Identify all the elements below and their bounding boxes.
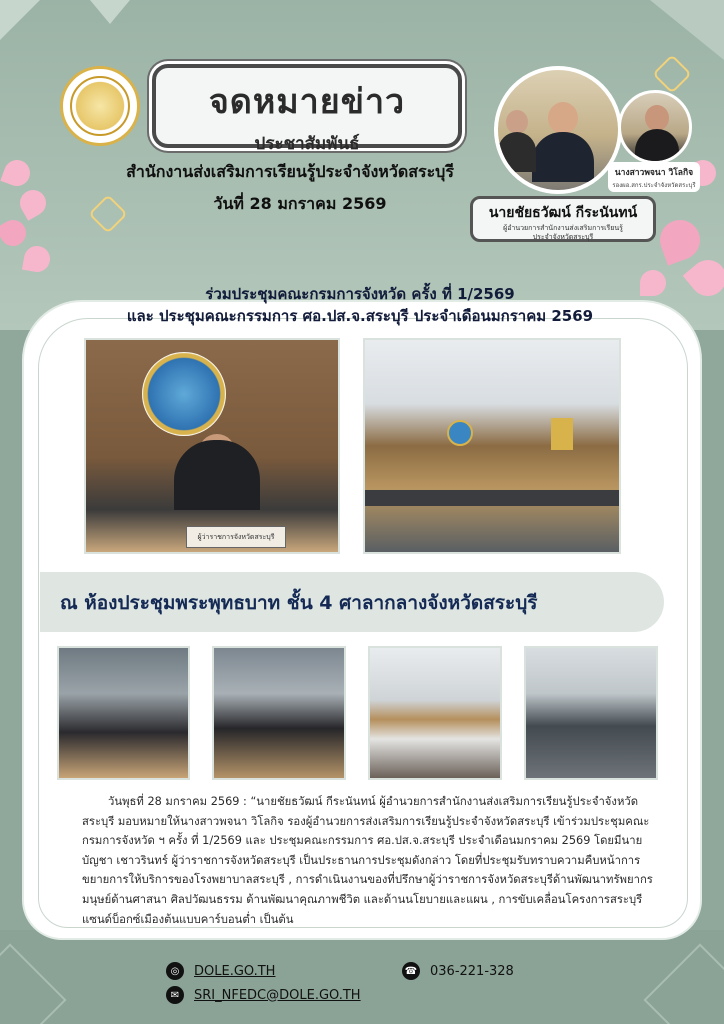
- deputy-name: นางสาวพจนา วิโลกิจ: [614, 168, 694, 178]
- globe-icon: ◎: [166, 962, 184, 980]
- agency-logo: [60, 66, 140, 146]
- governor-nameplate: ผู้ว่าราชการจังหวัดสระบุรี: [186, 526, 286, 548]
- email-link[interactable]: SRI_NFEDC@DOLE.GO.TH: [194, 987, 361, 1003]
- article-heading-line1: ร่วมประชุมคณะกรมการจังหวัด ครั้ง ที่ 1/2569: [205, 285, 515, 303]
- location-text: ณ ห้องประชุมพระพุทธบาท ชั้น 4 ศาลากลางจังหวัดสระบุรี: [60, 592, 538, 614]
- director-role-line1: ผู้อำนวยการสำนักงานส่งเสริมการเรียนรู้: [503, 224, 623, 232]
- email-contact[interactable]: [166, 986, 361, 1004]
- newsletter-title: จดหมายข่าว: [208, 82, 406, 122]
- corner-triangle-decoration: [650, 0, 724, 60]
- event-thumbnail: [524, 646, 658, 780]
- event-thumbnail: [212, 646, 346, 780]
- website-link[interactable]: DOLE.GO.TH: [194, 963, 276, 979]
- event-thumbnail: [57, 646, 190, 780]
- phone-contact[interactable]: [402, 962, 514, 980]
- deputy-photo: [618, 90, 692, 164]
- deputy-role: รองผอ.สกร.ประจำจังหวัดสระบุรี: [612, 182, 696, 189]
- governor-meeting-photo: [84, 338, 340, 554]
- meeting-room-photo: [363, 338, 621, 554]
- footer-background: [0, 930, 724, 1024]
- phone-number[interactable]: 036-221-328: [430, 963, 514, 979]
- article-body-text: วันพุธที่ 28 มกราคม 2569 : “นายชัยธวัฒน์ กีระนันทน์ ผู้อำนวยการสำนักงานส่งเสริมการเรียนรู้ประจำจังหวัดสระบุรี มอบหมายให้นางสาวพจนา วิโลกิจ รองผู้อำนวยการส่งเสริมการเรียนรู้ประจำจังหวัดสระบุรี เข้าร่วมประชุมคณะกรมการจังหวัด ฯ ครั้ง ที่ 1/2569 และ ประชุมคณะกรรมการ ศอ.ปส.จ.สระบุรี ประจำเดือนมกราคม 2569 โดยมีนายบัญชา เชาวรินทร์ ผู้ว่าราชการจังหวัดสระบุรี เป็นประธานการประชุมดังกล่าว โดยที่ประชุมรับทราบความคืบหน้าการขยายการให้บริการของโรงพยาบาลสระบุรี , การดำเนินงานของที่ปรึกษาผู้ว่าราชการจังหวัดสระบุรีด้านพัฒนาทรัพยากรมนุษย์ด้านศาสนา ศิลปวัฒนธรรม ด้านพัฒนาคุณภาพชีวิต และด้านนโยบายและแผน , การขับเคลื่อนโครงการสระบุรีแซนด์บ็อกซ์เมืองต้นแบบคาร์บอนต่ำ เป็นต้น: [82, 795, 653, 926]
- website-contact[interactable]: [166, 962, 275, 980]
- issue-date: วันที่ 28 มกราคม 2569: [213, 194, 387, 213]
- deputy-name-tag: [608, 162, 700, 192]
- newsletter-subtitle: ประชาสัมพันธ์: [254, 134, 360, 154]
- office-name: สำนักงานส่งเสริมการเรียนรู้ประจำจังหวัดสระบุรี: [126, 162, 454, 181]
- corner-triangle-decoration: [0, 0, 40, 40]
- director-photo: [494, 66, 622, 194]
- province-seal: [142, 352, 226, 436]
- director-role-line2: ประจำจังหวัดสระบุรี: [532, 233, 594, 241]
- director-name-box: [470, 196, 656, 242]
- newsletter-title-box: [152, 64, 462, 154]
- mail-icon: ✉: [166, 986, 184, 1004]
- article-body: [82, 792, 654, 929]
- flower-cluster-left: [0, 150, 60, 290]
- corner-triangle-decoration: [90, 0, 130, 24]
- director-name: นายชัยธวัฒน์ กีระนันทน์: [488, 205, 638, 221]
- article-heading-line2: และ ประชุมคณะกรรมการ ศอ.ปส.จ.สระบุรี ประจำเดือนมกราคม 2569: [126, 307, 594, 325]
- phone-icon: ☎: [402, 962, 420, 980]
- event-thumbnail: [368, 646, 502, 780]
